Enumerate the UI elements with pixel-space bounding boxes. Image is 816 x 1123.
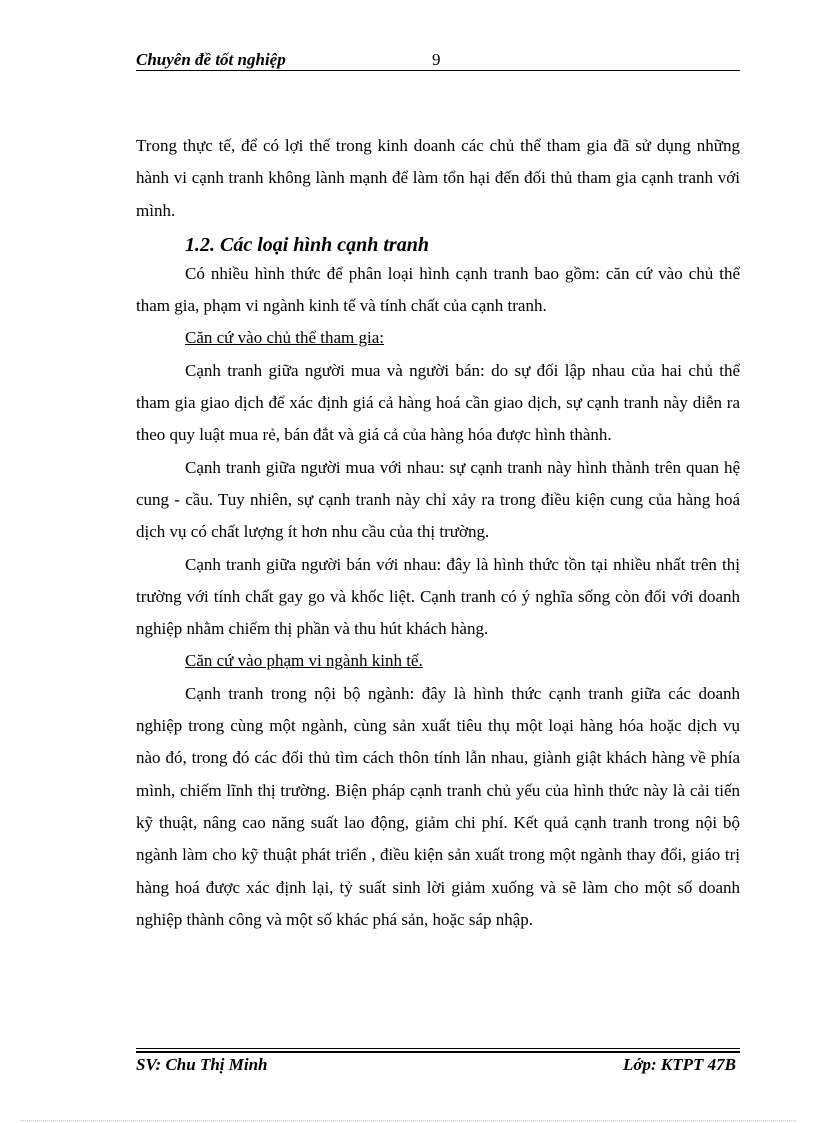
section-intro-paragraph: Có nhiều hình thức để phân loại hình cạnh tranh bao gồm: căn cứ vào chủ thể tham gia, phạm vi ngành kinh tế và tính chất của cạnh tranh. (136, 263, 740, 316)
paragraph-sellers: Cạnh tranh giữa người bán với nhau: đây là hình thức tồn tại nhiều nhất trên thị trường với tính chất gay go và khốc liệt. Cạnh tranh có ý nghĩa sống còn đối với doanh nghiệp nhằm chiếm thị phần và thu hút khách hàng. (136, 554, 740, 639)
class-label: Lớp: KTPT 47B (623, 1055, 736, 1074)
student-name: SV: Chu Thị Minh (136, 1055, 268, 1074)
document-title: Chuyên đề tốt nghiệp (136, 50, 286, 69)
subheading-participants (185, 322, 740, 354)
page-footer (136, 1055, 740, 1077)
page-body (136, 130, 740, 936)
section-heading: 1.2. Các loại hình cạnh tranh (185, 233, 429, 256)
header-divider (136, 70, 740, 71)
paragraph-buyer-seller: Cạnh tranh giữa người mua và người bán: do sự đối lập nhau của hai chủ thể tham gia giao dịch để xác định giá cả hàng hoá cần giao dịch, sự cạnh tranh này diễn ra theo quy luật mua rẻ, bán đắt và giá cả của hàng hóa được hình thành. (136, 360, 740, 445)
page-edge (20, 1120, 796, 1121)
subheading-industry-scope (185, 645, 740, 677)
page-header (136, 48, 740, 70)
subheading-participants-text: Căn cứ vào chủ thể tham gia: (185, 328, 384, 348)
subheading-industry-scope-text: Căn cứ vào phạm vi ngành kinh tế. (185, 651, 423, 671)
intro-paragraph: Trong thực tế, để có lợi thế trong kinh doanh các chủ thể tham gia đã sử dụng những hành vi cạnh tranh không lành mạnh để làm tổn hại đến đối thủ tham gia cạnh tranh với mình. (136, 136, 740, 220)
paragraph-intra-industry: Cạnh tranh trong nội bộ ngành: đây là hình thức cạnh tranh giữa các doanh nghiệp trong cùng một ngành, cùng sản xuất tiêu thụ một loại hàng hóa hoặc dịch vụ nào đó, trong đó các đối thủ tìm cách thôn tính lẫn nhau, giành giật khách hàng về phía mình, chiếm lĩnh thị trường. Biện pháp cạnh tranh chủ yếu của hình thức này là cải tiến kỹ thuật, nâng cao năng suất lao động, giảm chi phí. Kết quả cạnh tranh trong nội bộ ngành làm cho kỹ thuật phát triển , điều kiện sản xuất trong một ngành thay đổi, giáo trị hàng hoá được xác định lại, tỷ suất sinh lời giảm xuống và sẽ làm cho một số doanh nghiệp thành công và một số khác phá sản, hoặc sáp nhập. (136, 683, 740, 929)
page-number: 9 (432, 50, 441, 69)
paragraph-buyers: Cạnh tranh giữa người mua với nhau: sự cạnh tranh này hình thành trên quan hệ cung - cầu. Tuy nhiên, sự cạnh tranh này chỉ xảy ra trong điều kiện cung của hàng hoá dịch vụ có chất lượng ít hơn nhu cầu của thị trường. (136, 457, 740, 542)
footer-divider-thin (136, 1048, 740, 1049)
footer-divider-thick (136, 1051, 740, 1053)
